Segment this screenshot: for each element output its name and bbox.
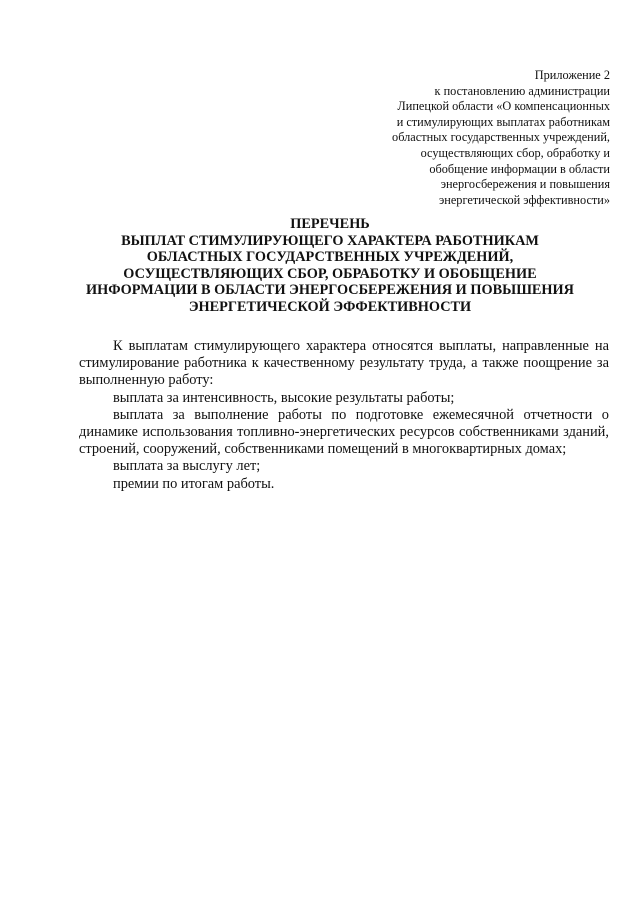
title-line-2: ВЫПЛАТ СТИМУЛИРУЮЩЕГО ХАРАКТЕРА РАБОТНИКАМ — [121, 232, 539, 249]
appendix-line-3: Липецкой области «О компенсационных — [397, 99, 610, 114]
appendix-note — [310, 68, 610, 208]
appendix-line-6: осуществляющих сбор, обработку и — [420, 145, 610, 160]
appendix-line-7: обобщение информации в области — [429, 161, 610, 176]
appendix-line-4: и стимулирующих выплатах работникам — [396, 114, 610, 129]
appendix-line-9: энергетической эффективности» — [438, 192, 610, 207]
title-line-4: ОСУЩЕСТВЛЯЮЩИХ СБОР, ОБРАБОТКУ И ОБОБЩЕНИЕ — [123, 265, 537, 282]
body-paragraph-intensity: выплата за интенсивность, высокие результаты работы; — [113, 389, 455, 406]
body-paragraph-seniority: выплата за выслугу лет; — [113, 458, 261, 475]
document-body — [79, 338, 609, 493]
title-line-6: ЭНЕРГЕТИЧЕСКОЙ ЭФФЕКТИВНОСТИ — [188, 298, 472, 315]
title-line-3: ОБЛАСТНЫХ ГОСУДАРСТВЕННЫХ УЧРЕЖДЕНИЙ, — [146, 249, 514, 266]
body-paragraph-reporting: выплата за выполнение работы по подготовке ежемесячной отчетности о динамике использования топливно-энергетических ресурсов собственниками зданий, строений, сооружений, собственниками помещений в многоквартирных домах; — [79, 406, 609, 458]
title-line-1: ПЕРЕЧЕНЬ — [290, 216, 370, 232]
title-line-5: ИНФОРМАЦИИ В ОБЛАСТИ ЭНЕРГОСБЕРЕЖЕНИЯ И ПОВЫШЕНИЯ — [85, 282, 574, 299]
body-paragraph-bonuses: премии по итогам работы. — [113, 475, 275, 492]
appendix-line-5: областных государственных учреждений, — [392, 130, 610, 145]
body-paragraph-intro: К выплатам стимулирующего характера относятся выплаты, направленные на стимулирование работника к качественному результату труда, а также поощрение за выполненную работу: — [79, 338, 609, 389]
appendix-line-8: энергосбережения и повышения — [440, 177, 610, 192]
appendix-line-1: Приложение 2 — [534, 68, 610, 82]
appendix-line-2: к постановлению администрации — [434, 83, 610, 98]
document-title — [60, 216, 600, 316]
